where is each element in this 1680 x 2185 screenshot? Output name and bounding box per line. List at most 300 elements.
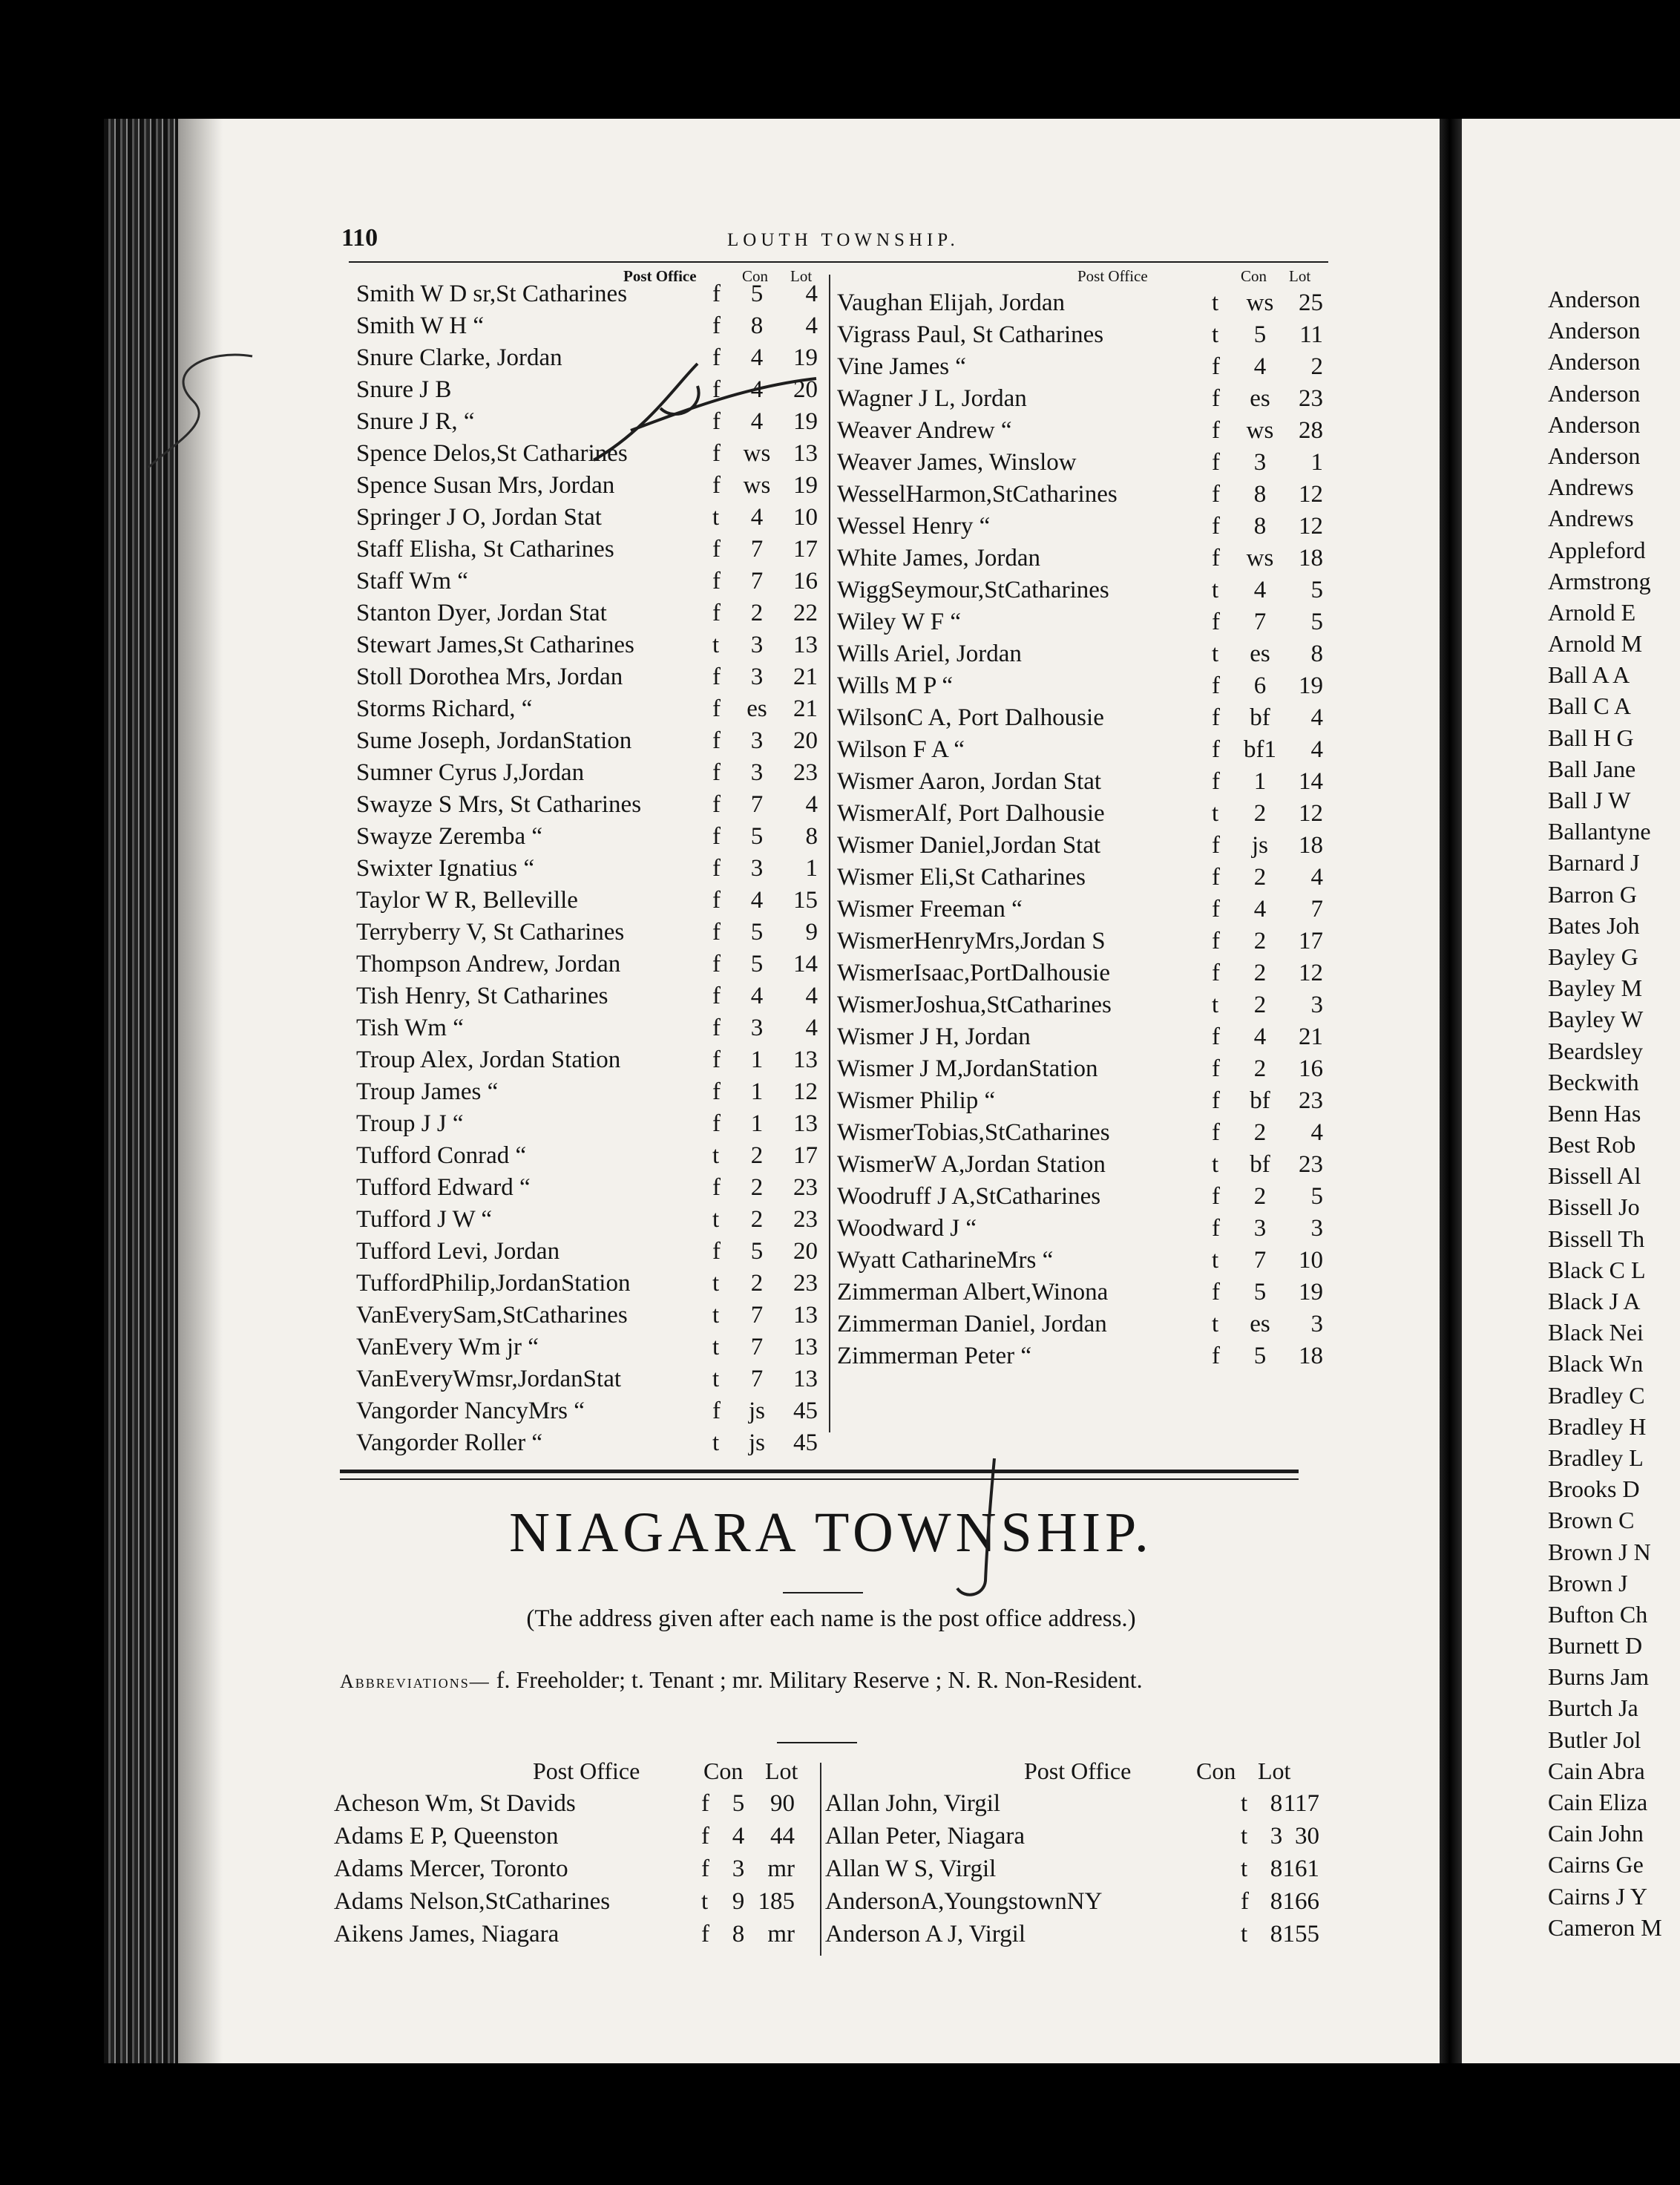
entry-con: 7 <box>750 568 764 594</box>
entry-name: Wessel Henry “ <box>837 513 991 540</box>
entry-tenure: f <box>712 759 721 786</box>
entry-con: ws <box>743 472 771 499</box>
niagara-right-header <box>1024 1758 1291 1785</box>
entry-lot: 4 <box>805 312 818 339</box>
entry-tenure: f <box>1212 417 1220 444</box>
entry-name: Weaver Andrew “ <box>837 417 1012 444</box>
entry-lot: 16 <box>1299 1055 1323 1082</box>
entry-name: VanEverySam,StCatharines <box>356 1302 628 1329</box>
entry-name: Vaughan Elijah, Jordan <box>837 289 1066 316</box>
entry-tenure: f <box>1212 736 1220 763</box>
entry-tenure: t <box>712 1334 720 1360</box>
entry-name: Wills M P “ <box>837 672 954 699</box>
pencil-scribble-title <box>950 1455 1017 1603</box>
entry-con: ws <box>1246 289 1274 316</box>
entry-tenure: f <box>1212 768 1220 795</box>
louth-right-row <box>837 768 1323 800</box>
entry-name: Swayze Zeremba “ <box>356 823 543 850</box>
entry-lot: 19 <box>793 408 818 435</box>
louth-left-row <box>356 1206 831 1238</box>
entry-lot: 5 <box>1310 1183 1323 1210</box>
entry-tenure: f <box>712 344 721 371</box>
entry-name: Smith W D sr,St Catharines <box>356 281 628 307</box>
entry-lot: 13 <box>793 440 818 467</box>
entry-tenure: f <box>712 791 721 818</box>
right-page-entry: Cameron M <box>1548 1913 1662 1941</box>
right-page-entry: Bissell Th <box>1548 1225 1645 1252</box>
entry-con: 3 <box>1270 1823 1283 1850</box>
entry-tenure: t <box>1241 1823 1248 1850</box>
entry-name: Troup J J “ <box>356 1110 464 1137</box>
entry-lot: 19 <box>793 472 818 499</box>
entry-name: Troup Alex, Jordan Station <box>356 1046 621 1073</box>
entry-lot: 3 <box>1310 1311 1323 1337</box>
entry-lot: 17 <box>793 536 818 563</box>
entry-con: 2 <box>750 1174 764 1201</box>
entry-tenure: f <box>712 727 721 754</box>
entry-tenure: t <box>1241 1790 1248 1817</box>
louth-right-row <box>837 1311 1323 1343</box>
entry-tenure: f <box>712 1078 721 1105</box>
entry-lot: 23 <box>793 1270 818 1297</box>
right-page-entry: Bayley W <box>1548 1006 1644 1033</box>
right-page-entry: Anderson <box>1548 317 1641 344</box>
niagara-right-row <box>825 1823 1319 1855</box>
entry-name: Vangorder Roller “ <box>356 1429 543 1456</box>
entry-lot: 23 <box>793 1206 818 1233</box>
entry-tenure: f <box>1212 896 1220 923</box>
entry-con: 8 <box>1270 1888 1283 1915</box>
entry-name: WilsonC A, Port Dalhousie <box>837 704 1104 731</box>
section-note: (The address given after each name is the post office address.) <box>526 1605 1136 1632</box>
entry-con: 2 <box>750 600 764 626</box>
entry-con: 4 <box>750 376 764 403</box>
louth-right-row <box>837 1215 1323 1247</box>
entry-tenure: f <box>712 312 721 339</box>
entry-lot: 4 <box>1310 1119 1323 1146</box>
entry-name: Woodward J “ <box>837 1215 977 1242</box>
entry-name: Tufford J W “ <box>356 1206 493 1233</box>
entry-lot: 13 <box>793 1366 818 1392</box>
entry-tenure: t <box>1212 1247 1219 1274</box>
entry-con: js <box>748 1429 765 1456</box>
entry-lot: 8 <box>1310 641 1323 667</box>
entry-tenure: f <box>1212 864 1220 891</box>
right-page-entry: Black J A <box>1548 1288 1641 1314</box>
right-page-entry: Bradley C <box>1548 1381 1645 1409</box>
entry-con: 1 <box>1253 768 1267 795</box>
entry-tenure: f <box>1212 353 1220 380</box>
entry-tenure: f <box>712 376 721 403</box>
right-page-entry: Andrews <box>1548 505 1634 532</box>
entry-name: Stewart James,St Catharines <box>356 632 634 658</box>
entry-name: AndersonA,YoungstownNY <box>825 1888 1103 1915</box>
entry-lot: 4 <box>805 791 818 818</box>
entry-tenure: t <box>1212 321 1219 348</box>
entry-lot: 10 <box>793 504 818 531</box>
louth-left-row <box>356 983 831 1015</box>
louth-left-row <box>356 1174 831 1206</box>
louth-left-row <box>356 1110 831 1142</box>
entry-tenure: f <box>1212 928 1220 954</box>
entry-con: 8 <box>1253 513 1267 540</box>
entry-name: Wills Ariel, Jordan <box>837 641 1022 667</box>
entry-lot: 7 <box>1310 896 1323 923</box>
entry-con: 7 <box>750 536 764 563</box>
entry-tenure: f <box>712 887 721 914</box>
entry-con: 7 <box>750 1366 764 1392</box>
entry-tenure: f <box>712 408 721 435</box>
entry-name: Spence Delos,St Catharines <box>356 440 628 467</box>
entry-tenure: f <box>712 1238 721 1265</box>
entry-tenure: t <box>712 1142 720 1169</box>
entry-tenure: f <box>1212 449 1220 476</box>
niagara-right-row <box>825 1888 1319 1921</box>
entry-name: Swixter Ignatius “ <box>356 855 535 882</box>
entry-lot: 30 <box>1295 1823 1319 1850</box>
entry-lot: 11 <box>1299 321 1323 348</box>
entry-tenure: f <box>712 983 721 1009</box>
entry-tenure: f <box>712 281 721 307</box>
louth-left-row <box>356 727 831 759</box>
louth-left-row <box>356 1366 831 1398</box>
right-page-entry: Beardsley <box>1548 1037 1643 1064</box>
entry-con: 7 <box>1253 1247 1267 1274</box>
right-page-entry: Anderson <box>1548 348 1641 376</box>
header-rule <box>349 261 1328 263</box>
page-gutter <box>1440 119 1465 2063</box>
entry-con: 2 <box>1253 1055 1267 1082</box>
abbreviations-label: Abbreviations— <box>340 1671 490 1692</box>
entry-lot: 17 <box>793 1142 818 1169</box>
louth-left-row <box>356 791 831 823</box>
entry-lot: 18 <box>1299 545 1323 571</box>
louth-left-row <box>356 1142 831 1174</box>
entry-lot: 5 <box>1310 609 1323 635</box>
louth-right-row <box>837 1055 1323 1087</box>
entry-con: bf1 <box>1244 736 1276 763</box>
entry-name: Aikens James, Niagara <box>334 1921 560 1948</box>
louth-right-row <box>837 1087 1323 1119</box>
entry-name: Staff Elisha, St Catharines <box>356 536 614 563</box>
entry-lot: 13 <box>793 632 818 658</box>
entry-tenure: f <box>1212 481 1220 508</box>
entry-con: 5 <box>750 951 764 977</box>
niagara-left-row <box>334 1921 809 1953</box>
con-header: Con <box>742 267 769 285</box>
louth-right-row <box>837 1247 1323 1279</box>
entry-con: 2 <box>750 1206 764 1233</box>
louth-left-row <box>356 472 831 504</box>
entry-tenure: f <box>1212 1215 1220 1242</box>
entry-lot: 23 <box>793 759 818 786</box>
entry-con: 7 <box>750 1302 764 1329</box>
entry-tenure: t <box>712 1302 720 1329</box>
louth-left-row <box>356 568 831 600</box>
entry-lot: 25 <box>1299 289 1323 316</box>
lot-header: Lot <box>1289 267 1311 285</box>
entry-name: Sumner Cyrus J,Jordan <box>356 759 585 786</box>
entry-con: 2 <box>1253 1183 1267 1210</box>
entry-tenure: f <box>1212 385 1220 412</box>
entry-lot: 4 <box>1310 864 1323 891</box>
entry-lot: 19 <box>1299 1279 1323 1306</box>
entry-name: Tish Henry, St Catharines <box>356 983 608 1009</box>
niagara-right-row <box>825 1921 1319 1953</box>
entry-lot: 166 <box>1282 1888 1319 1915</box>
entry-tenure: f <box>712 472 721 499</box>
entry-name: Troup James “ <box>356 1078 499 1105</box>
entry-con: 4 <box>750 504 764 531</box>
entry-tenure: f <box>1212 513 1220 540</box>
niagara-right-row <box>825 1855 1319 1888</box>
niagara-right-column <box>825 1790 1319 1953</box>
entry-tenure: f <box>712 1046 721 1073</box>
entry-con: 9 <box>732 1888 745 1915</box>
louth-left-row <box>356 1302 831 1334</box>
entry-con: 8 <box>1270 1855 1283 1882</box>
column-divider <box>820 1763 821 1956</box>
right-page-entry: Brown C <box>1548 1507 1635 1534</box>
louth-right-row <box>837 800 1323 832</box>
entry-con: 2 <box>750 1142 764 1169</box>
entry-con: 3 <box>1253 449 1267 476</box>
entry-name: WismerJoshua,StCatharines <box>837 992 1112 1018</box>
entry-name: Wismer Freeman “ <box>837 896 1023 923</box>
entry-name: Adams Nelson,StCatharines <box>334 1888 611 1915</box>
entry-con: 3 <box>732 1855 745 1882</box>
post-office-header: Post Office <box>533 1758 640 1784</box>
entry-tenure: f <box>1212 960 1220 986</box>
entry-lot: 23 <box>1299 1151 1323 1178</box>
right-page-entry: Bissell Jo <box>1548 1193 1640 1221</box>
right-page-entry: Ball A A <box>1548 661 1630 689</box>
right-page-entry: Anderson <box>1548 286 1641 312</box>
louth-left-row <box>356 1270 831 1302</box>
louth-right-row <box>837 417 1323 449</box>
louth-left-row <box>356 695 831 727</box>
louth-right-row <box>837 1183 1323 1215</box>
entry-tenure: f <box>712 600 721 626</box>
right-page-entry: Ball C A <box>1548 692 1632 720</box>
louth-left-row <box>356 312 831 344</box>
entry-con: 3 <box>750 759 764 786</box>
entry-con: 6 <box>1253 672 1267 699</box>
entry-lot: 15 <box>793 887 818 914</box>
entry-tenure: t <box>712 1366 720 1392</box>
entry-name: Adams Mercer, Toronto <box>334 1855 568 1882</box>
louth-left-row <box>356 919 831 951</box>
entry-tenure: f <box>712 823 721 850</box>
entry-lot: 12 <box>1299 960 1323 986</box>
entry-tenure: t <box>1212 641 1219 667</box>
entry-con: es <box>1250 1311 1270 1337</box>
entry-name: WismerAlf, Port Dalhousie <box>837 800 1105 827</box>
entry-tenure: f <box>1212 1279 1220 1306</box>
right-page-entry: Cairns Ge <box>1548 1851 1644 1878</box>
entry-tenure: f <box>712 1174 721 1201</box>
louth-left-row <box>356 823 831 855</box>
entry-lot: 21 <box>793 695 818 722</box>
con-header: Con <box>703 1758 744 1784</box>
louth-right-row <box>837 992 1323 1023</box>
entry-name: WismerW A,Jordan Station <box>837 1151 1106 1178</box>
louth-left-row <box>356 1078 831 1110</box>
entry-name: Tufford Levi, Jordan <box>356 1238 560 1265</box>
entry-con: 5 <box>750 919 764 946</box>
entry-name: Wyatt CatharineMrs “ <box>837 1247 1054 1274</box>
entry-con: ws <box>743 440 771 467</box>
entry-name: Adams E P, Queenston <box>334 1823 559 1850</box>
louth-right-row <box>837 545 1323 577</box>
louth-right-row <box>837 321 1323 353</box>
right-page-entry: Barron G <box>1548 880 1637 908</box>
entry-con: 2 <box>1253 864 1267 891</box>
louth-left-row <box>356 504 831 536</box>
entry-name: Anderson A J, Virgil <box>825 1921 1026 1948</box>
louth-right-row <box>837 513 1323 545</box>
entry-tenure: f <box>1212 609 1220 635</box>
entry-tenure: t <box>712 1206 720 1233</box>
entry-lot: 4 <box>805 281 818 307</box>
section-title: NIAGARA TOWNSHIP. <box>509 1501 1153 1564</box>
entry-name: VanEvery Wm jr “ <box>356 1334 539 1360</box>
entry-name: Tish Wm “ <box>356 1015 464 1041</box>
running-head: LOUTH TOWNSHIP. <box>727 230 959 250</box>
entry-con: 3 <box>750 664 764 690</box>
con-header: Con <box>1241 267 1267 285</box>
entry-lot: 13 <box>793 1110 818 1137</box>
entry-tenure: f <box>1212 1055 1220 1082</box>
louth-right-row <box>837 1023 1323 1055</box>
entry-name: Zimmerman Peter “ <box>837 1343 1032 1369</box>
entry-tenure: f <box>712 855 721 882</box>
niagara-left-row <box>334 1888 809 1921</box>
entry-tenure: t <box>712 504 720 531</box>
entry-lot: 18 <box>1299 1343 1323 1369</box>
right-page-entry: Cain Abra <box>1548 1757 1645 1784</box>
entry-con: bf <box>1250 1151 1270 1178</box>
entry-con: 4 <box>750 887 764 914</box>
entry-name: Springer J O, Jordan Stat <box>356 504 602 531</box>
entry-name: Wagner J L, Jordan <box>837 385 1027 412</box>
entry-name: Allan W S, Virgil <box>825 1855 997 1882</box>
entry-con: 4 <box>732 1823 745 1850</box>
entry-con: es <box>747 695 767 722</box>
entry-lot: 21 <box>1299 1023 1323 1050</box>
right-page-entry: Black C L <box>1548 1256 1646 1283</box>
entry-tenure: f <box>1212 672 1220 699</box>
entry-con: 2 <box>1253 928 1267 954</box>
entry-tenure: f <box>1212 704 1220 731</box>
louth-right-header <box>1077 267 1311 286</box>
lot-header: Lot <box>790 267 813 285</box>
entry-con: 2 <box>1253 992 1267 1018</box>
right-page-entry: Cain John <box>1548 1820 1644 1847</box>
entry-name: Zimmerman Daniel, Jordan <box>837 1311 1107 1337</box>
right-page-entry: Bayley G <box>1548 943 1638 970</box>
entry-con: 8 <box>750 312 764 339</box>
entry-con: 1 <box>750 1110 764 1137</box>
right-page-entry: Butler Jol <box>1548 1726 1641 1753</box>
right-page-entry: Burnett D <box>1548 1632 1643 1660</box>
louth-right-row <box>837 960 1323 992</box>
entry-name: Snure Clarke, Jordan <box>356 344 562 371</box>
entry-name: Tufford Conrad “ <box>356 1142 527 1169</box>
entry-tenure: t <box>1241 1855 1248 1882</box>
right-page-entry: Cain Eliza <box>1548 1789 1648 1815</box>
louth-left-row <box>356 600 831 632</box>
entry-name: Wilson F A “ <box>837 736 965 763</box>
entry-lot: 21 <box>793 664 818 690</box>
entry-name: Tufford Edward “ <box>356 1174 531 1201</box>
entry-tenure: f <box>712 951 721 977</box>
entry-lot: mr <box>767 1855 795 1882</box>
entry-con: es <box>1250 641 1270 667</box>
louth-left-row <box>356 887 831 919</box>
lot-header: Lot <box>765 1758 798 1784</box>
entry-con: es <box>1250 385 1270 412</box>
entry-lot: 5 <box>1310 577 1323 603</box>
entry-name: Zimmerman Albert,Winona <box>837 1279 1109 1306</box>
entry-con: 5 <box>1253 321 1267 348</box>
louth-left-row <box>356 664 831 695</box>
entry-lot: 20 <box>793 727 818 754</box>
entry-tenure: f <box>712 440 721 467</box>
niagara-left-row <box>334 1790 809 1823</box>
entry-con: 4 <box>1253 1023 1267 1050</box>
entry-lot: 3 <box>1310 1215 1323 1242</box>
entry-lot: 117 <box>1283 1790 1319 1817</box>
niagara-left-column <box>334 1790 809 1953</box>
right-page-entry: Anderson <box>1548 442 1641 469</box>
right-page-entry: Ball Jane <box>1548 755 1636 782</box>
entry-con: js <box>1251 832 1268 859</box>
right-page-entry: Bates Joh <box>1548 911 1640 939</box>
post-office-header: Post Office <box>1024 1758 1132 1784</box>
right-page-entry: Bradley L <box>1548 1444 1644 1471</box>
post-office-header: Post Office <box>1077 267 1148 285</box>
post-office-header: Post Office <box>623 267 697 285</box>
entry-name: Allan Peter, Niagara <box>825 1823 1025 1850</box>
right-page-entry: Bufton Ch <box>1548 1600 1648 1628</box>
entry-lot: 19 <box>793 344 818 371</box>
entry-tenure: f <box>1212 832 1220 859</box>
niagara-left-header <box>533 1758 798 1785</box>
entry-lot: 4 <box>1310 704 1323 731</box>
entry-con: 7 <box>750 791 764 818</box>
entry-name: Staff Wm “ <box>356 568 468 594</box>
entry-con: 2 <box>750 1270 764 1297</box>
entry-lot: 22 <box>793 600 818 626</box>
entry-lot: 155 <box>1282 1921 1319 1948</box>
louth-right-row <box>837 481 1323 513</box>
louth-right-row <box>837 896 1323 928</box>
right-page-entry: Ball H G <box>1548 724 1634 751</box>
entry-lot: 1 <box>1310 449 1323 476</box>
right-page-fragments <box>1548 286 1680 1945</box>
right-page-entry: Ball J W <box>1548 787 1631 813</box>
right-page-entry: Appleford <box>1548 536 1646 563</box>
entry-con: 4 <box>1253 577 1267 603</box>
entry-con: 3 <box>750 727 764 754</box>
pencil-scribble-margin <box>119 341 267 475</box>
right-page-entry: Cairns J Y <box>1548 1882 1647 1910</box>
entry-con: 2 <box>1253 800 1267 827</box>
entry-name: Vigrass Paul, St Catharines <box>837 321 1104 348</box>
louth-left-row <box>356 1398 831 1429</box>
louth-right-row <box>837 609 1323 641</box>
